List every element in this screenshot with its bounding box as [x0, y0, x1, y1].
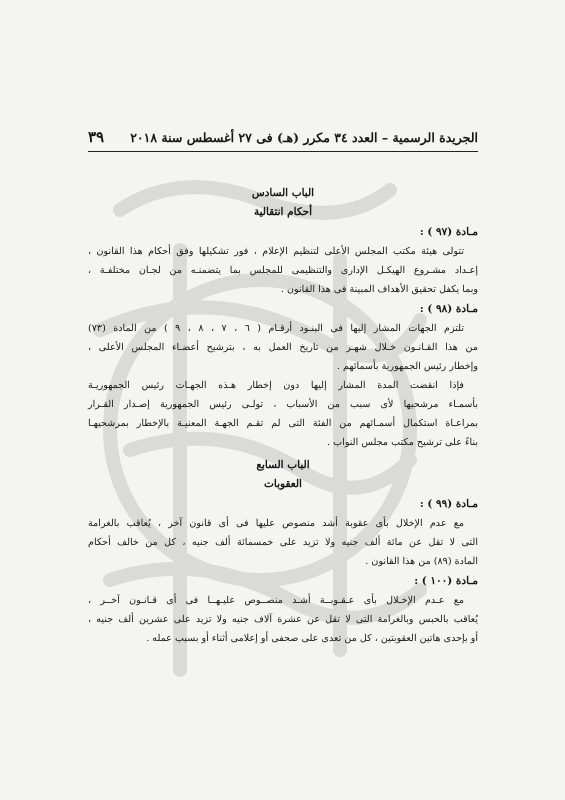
article-heading: مـادة (٩٨ ) : — [419, 303, 478, 315]
article-line: تلتزم الجهات المشار إليها فى البنـود أرقـام ( ٦ ، ٧ ، ٨ ، ٩ ) من المادة (٧٣) — [88, 323, 464, 334]
section-title: الباب السابع — [256, 459, 310, 471]
gazette-page — [88, 128, 478, 688]
article-line: وبما يكفل تحقيق الأهداف المبينة فى هذا القانون . — [280, 284, 478, 295]
article-line: يُعاقب بالحبس وبالغرامة التى لا تقل عن عشرة آلاف جنيه ولا تزيد على عشرين ألف جنيه ، — [88, 614, 478, 625]
article-line: فإذا انقضت المدة المشار إليها دون إخطار هـذه الجهـات رئيس الجمهوريـة — [88, 380, 464, 391]
section-title: الباب السادس — [251, 187, 315, 199]
page-header — [88, 128, 478, 152]
article-line: من هذا القـانـون خـلال شهـر من تاريخ العمل به ، بترشيح أعضـاء المجلس الأعلى ، — [88, 342, 478, 353]
article-line: المادة (٨٩) من هذا القانون . — [365, 556, 478, 567]
article-line: بمراعـاة استكمال أسمـائهم من الفئة التى لم تقـم الجهـة المعنيـة بالإخطار بمرشحيهـا — [88, 418, 478, 429]
article-line: مع عدم الإخلال بأى عقوبة أشد منصوص عليها فى أى قانون آخر ، يُعاقب بالغرامة — [88, 518, 464, 529]
article-line: تتولى هيئة مكتب المجلس الأعلى لتنظيم الإعلام ، فور تشكيلها وفق أحكام هذا القانون ، — [88, 246, 464, 257]
article-line: التى لا تقل عن مائة ألف جنيه ولا تزيد على خمسمائة ألف جنيه ، كل من خالف أحكام — [88, 537, 478, 548]
article-line: مع عـدم الإخـلال بأى عـقـوبــة أشـد منصــوص عليـهــا فى أى قـانـون آخــر ، — [88, 595, 464, 606]
section-subtitle: أحكام انتقالية — [253, 206, 313, 218]
article-heading: مـادة (١٠٠ ) : — [414, 575, 478, 587]
article-line: بناءً على ترشيح مكتب مجلس النواب . — [327, 437, 478, 448]
page-number: ٣٩ — [88, 128, 105, 146]
article-line: إعـداد مشـروع الهيكـل الإدارى والتنظيمى للمجلس بما يتضمنـه من لجـان مختلفـة ، — [88, 265, 478, 276]
article-heading: مـادة (٩٩ ) : — [419, 498, 478, 510]
section-subtitle: العقوبات — [264, 478, 302, 490]
publication-line: الجريدة الرسمية – العدد ٣٤ مكرر (هـ) فى ٢٧ أغسطس سنة ٢٠١٨ — [130, 130, 478, 145]
article-heading: مـادة (٩٧ ) : — [419, 226, 478, 238]
article-line: أو بإحدى هاتين العقوبتين ، كل من تعدى على صحفى أو إعلامى أثناء أو بسبب عمله . — [146, 633, 478, 644]
article-line: وإخطار رئيس الجمهورية بأسمائهم . — [336, 361, 478, 372]
article-line: بأسمـاء مرشحيها لأى سبب من الأسباب ، تولـى رئيس الجمهورية إصـدار القـرار — [88, 399, 478, 410]
